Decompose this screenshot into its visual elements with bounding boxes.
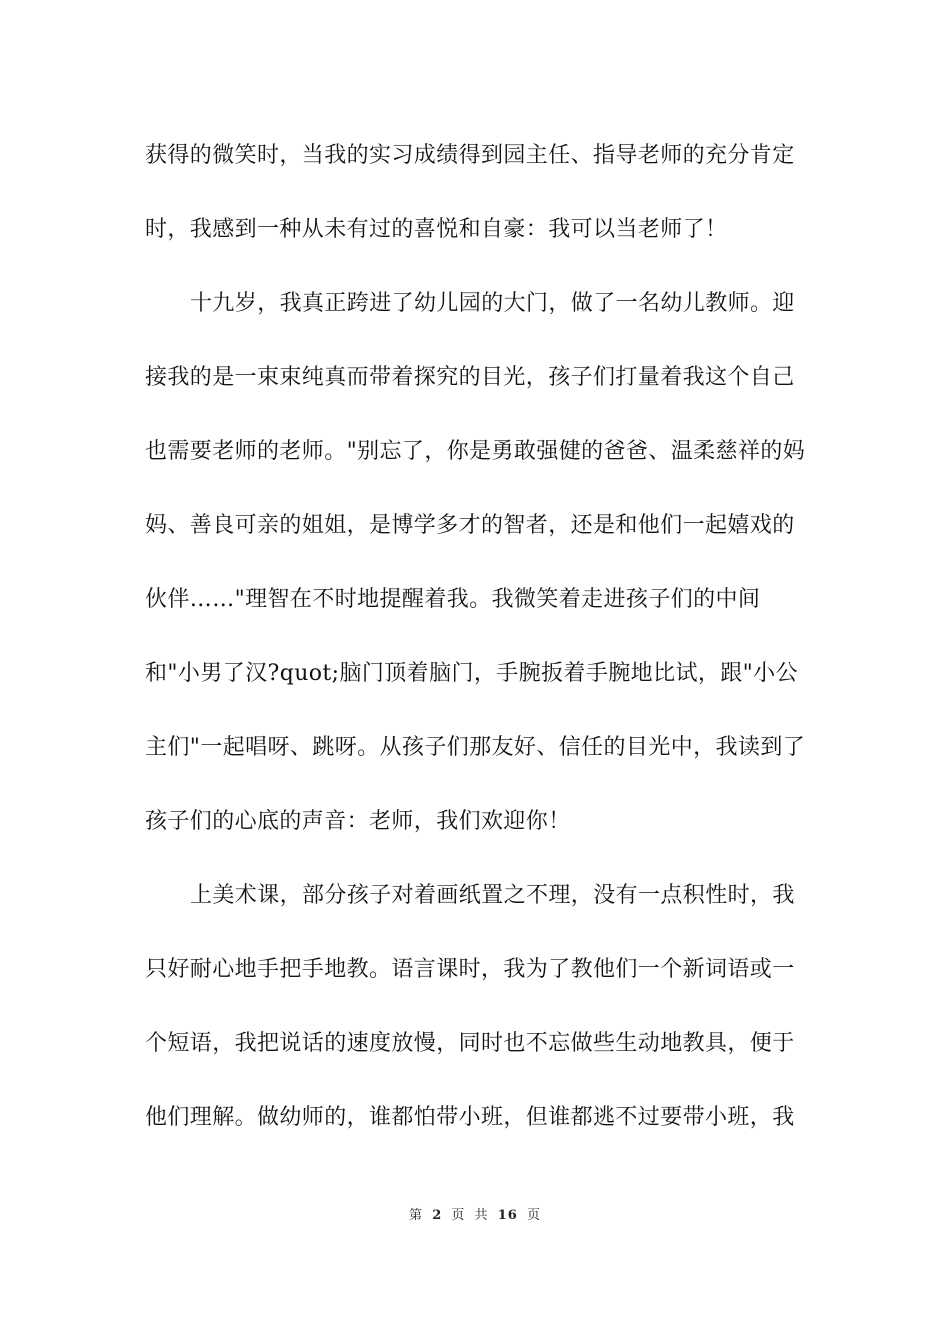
body-text-line: 获得的微笑时，当我的实习成绩得到园主任、指导老师的充分肯定 [145,143,795,168]
body-text-line: 只好耐心地手把手地教。语言课时，我为了教他们一个新词语或一 [145,957,795,982]
footer-total-pages: 16 [497,1208,518,1223]
body-text-line: 也需要老师的老师。"别忘了，你是勇敢强健的爸爸、温柔慈祥的妈 [145,439,806,464]
footer-total-label: 共 [474,1208,489,1223]
body-text-line: 接我的是一束束纯真而带着探究的目光，孩子们打量着我这个自己 [145,365,795,390]
body-text-line: 十九岁，我真正跨进了幼儿园的大门，做了一名幼儿教师。迎 [190,291,795,316]
body-text-line: 孩子们的心底的声音：老师，我们欢迎你！ [145,809,571,834]
body-text-line: 个短语，我把说话的速度放慢，同时也不忘做些生动地教具，便于 [145,1031,795,1056]
body-text-line: 时，我感到一种从未有过的喜悦和自豪：我可以当老师了！ [145,217,728,242]
footer-page-number: 2 [432,1208,443,1223]
body-text-line: 主们"一起唱呀、跳呀。从孩子们那友好、信任的目光中，我读到了 [145,735,806,760]
footer-prefix: 第 [409,1208,424,1223]
page-footer [0,1207,950,1225]
footer-page-label: 页 [451,1208,466,1223]
footer-suffix: 页 [526,1208,541,1223]
body-text-line: 上美术课，部分孩子对着画纸置之不理，没有一点积性时，我 [190,883,795,908]
body-text-line: 伙伴……"理智在不时地提醒着我。我微笑着走进孩子们的中间 [145,587,761,612]
body-text-line: 和"小男了汉?quot;脑门顶着脑门，手腕扳着手腕地比试，跟"小公 [145,661,798,686]
body-text-line: 他们理解。做幼师的，谁都怕带小班，但谁都逃不过要带小班，我 [145,1105,795,1130]
body-text-line: 妈、善良可亲的姐姐，是博学多才的智者，还是和他们一起嬉戏的 [145,513,795,538]
